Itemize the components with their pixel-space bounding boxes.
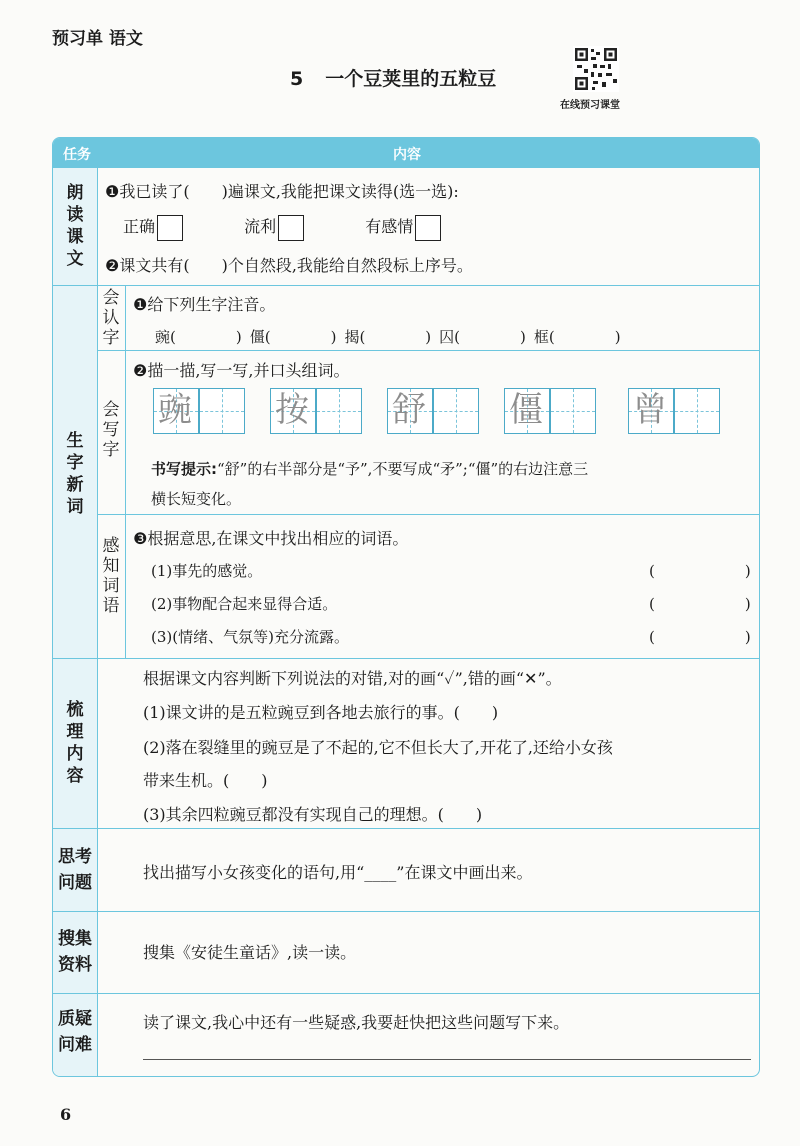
tracing-char: 按 [275, 390, 309, 430]
word-blank-3[interactable]: ( ) [649, 628, 751, 646]
tracing-char: 舒 [392, 390, 426, 430]
category-sorting: 梳 理 内 容 [66, 700, 84, 786]
checkbox-emotional[interactable] [415, 215, 441, 241]
option-correct[interactable]: 正确 [123, 217, 183, 236]
column-task: 任务 [63, 147, 91, 163]
word-item-2: (2)事物配合起来显得合适。 [151, 595, 338, 613]
lesson-number: 5 [290, 68, 304, 90]
writing-cell[interactable] [550, 388, 596, 434]
writing-cell[interactable] [199, 388, 245, 434]
row-divider [97, 514, 759, 515]
row-divider [53, 658, 759, 659]
sorting-item-2: (2)落在裂缝里的豌豆是了不起的,它不但长大了,开花了,还给小女孩 [143, 738, 613, 757]
tracing-char: 豌 [158, 390, 192, 430]
word-item-1: (1)事先的感觉。 [151, 562, 263, 580]
category-collect: 搜集 资料 [58, 929, 92, 975]
page-header: 预习单 语文 [52, 29, 143, 49]
word-item-3: (3)(情绪、气氛等)充分流露。 [151, 628, 349, 646]
reading-options [123, 214, 441, 241]
checkbox-correct[interactable] [157, 215, 183, 241]
subcategory-write: 会 写 字 [102, 400, 120, 460]
lesson-title-text: 一个豆荚里的五粒豆 [325, 68, 497, 90]
writing-tip: 书写提示:“舒”的右半部分是“予”,不要写成“矛”;“僵”的右边注意三 [151, 460, 589, 478]
writing-cell[interactable] [316, 388, 362, 434]
pinyin-row [155, 326, 621, 347]
qr-code-icon[interactable] [573, 46, 619, 92]
subcategory-recognize: 会 认 字 [102, 288, 120, 348]
word-blank-1[interactable]: ( ) [649, 562, 751, 580]
question-text: 读了课文,我心中还有一些疑惑,我要赶快把这些问题写下来。 [143, 1013, 570, 1032]
pinyin-item[interactable]: 揭( ) [344, 328, 432, 346]
writing-tip-cont: 横长短变化。 [151, 490, 242, 508]
writing-cell[interactable] [674, 388, 720, 434]
sorting-item-1[interactable]: (1)课文讲的是五粒豌豆到各地去旅行的事。( ) [143, 703, 499, 722]
thinking-text: 找出描写小女孩变化的语句,用“____”在课文中画出来。 [143, 863, 533, 882]
option-emotional[interactable]: 有感情 [365, 217, 441, 236]
sorting-item-2-cont[interactable]: 带来生机。( ) [143, 771, 268, 790]
sorting-item-3[interactable]: (3)其余四粒豌豆都没有实现自己的理想。( ) [143, 805, 483, 824]
pinyin-item[interactable]: 豌( ) [155, 328, 242, 346]
write-instruction: ❷描一描,写一写,并口头组词。 [133, 361, 350, 380]
category-reading: 朗 读 课 文 [66, 183, 84, 269]
category-question: 质疑 问难 [58, 1009, 92, 1055]
subcolumn-divider [125, 285, 126, 658]
pinyin-item[interactable]: 框( ) [533, 328, 621, 346]
qr-caption: 在线预习课堂 [560, 100, 620, 111]
lesson-title [290, 64, 496, 91]
column-content: 内容 [393, 147, 421, 163]
word-blank-2[interactable]: ( ) [649, 595, 751, 613]
writing-cell[interactable] [433, 388, 479, 434]
pinyin-item[interactable]: 僵( ) [249, 328, 337, 346]
row-divider [53, 285, 759, 286]
row-divider [53, 993, 759, 994]
reading-line-1: ❶我已读了( )遍课文,我能把课文读得(选一选): [105, 182, 459, 201]
subcategory-words: 感 知 词 语 [102, 536, 120, 616]
tracing-char: 僵 [509, 390, 543, 430]
row-divider [97, 350, 759, 351]
option-fluent[interactable]: 流利 [244, 217, 304, 236]
collect-text: 搜集《安徒生童话》,读一读。 [143, 943, 357, 962]
words-instruction: ❸根据意思,在课文中找出相应的词语。 [133, 529, 409, 548]
answer-line[interactable] [143, 1059, 751, 1060]
recognize-instruction: ❶给下列生字注音。 [133, 295, 276, 314]
tracing-char: 曾 [633, 390, 667, 430]
page-number: 6 [60, 1105, 72, 1124]
category-new-characters: 生 字 新 词 [66, 431, 84, 517]
checkbox-fluent[interactable] [278, 215, 304, 241]
sorting-instruction: 根据课文内容判断下列说法的对错,对的画“✓”,错的画“✕”。 [143, 669, 562, 688]
row-divider [53, 828, 759, 829]
preview-table [52, 137, 760, 1077]
table-header [53, 138, 759, 168]
row-divider [53, 911, 759, 912]
reading-line-2: ❷课文共有( )个自然段,我能给自然段标上序号。 [105, 256, 473, 275]
category-thinking: 思考 问题 [58, 847, 92, 893]
pinyin-item[interactable]: 囚( ) [439, 328, 526, 346]
